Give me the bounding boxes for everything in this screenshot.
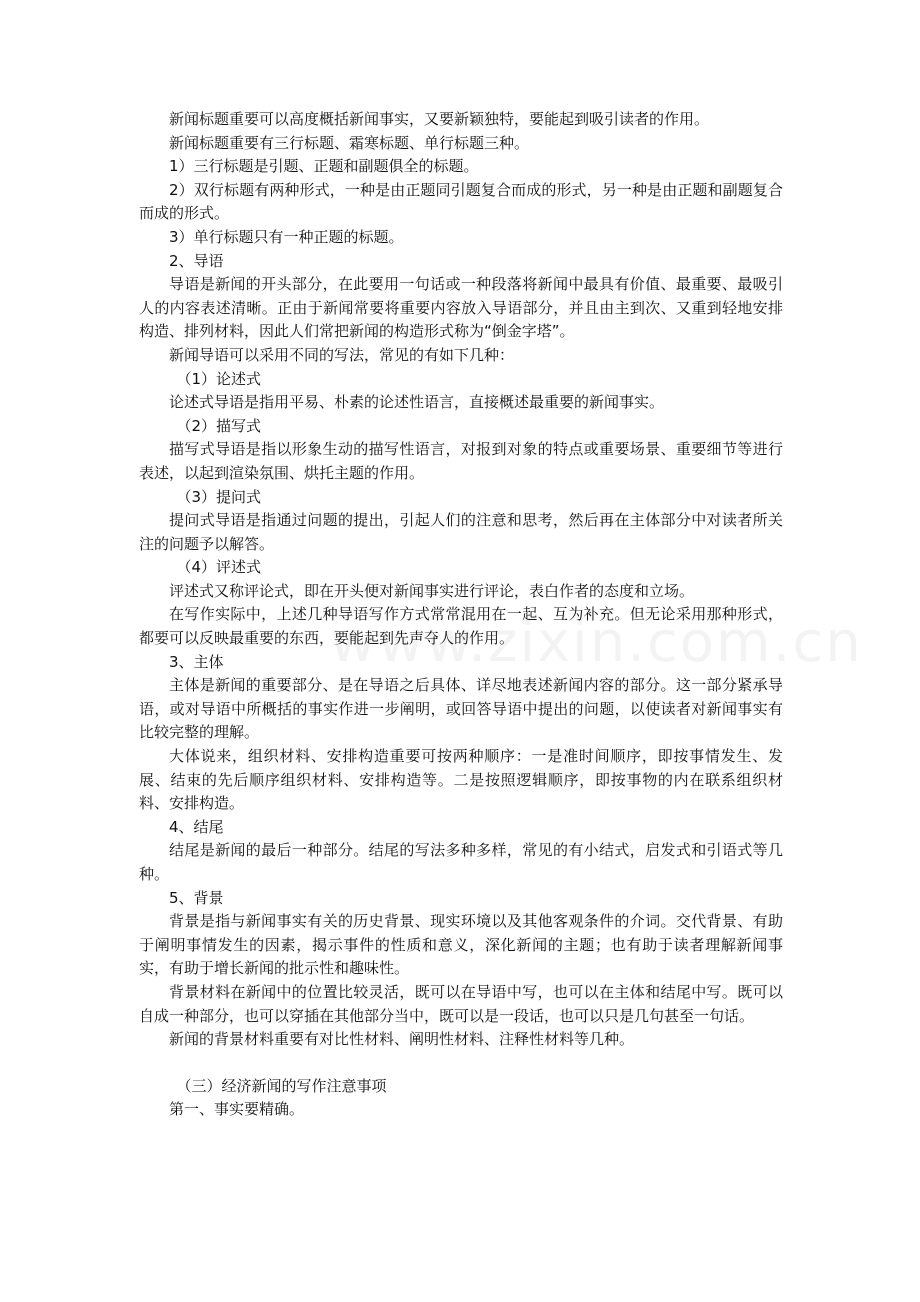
document-page <box>139 108 783 1122</box>
subheading: （3）提问式 <box>176 487 262 506</box>
paragraph: 导语是新闻的开头部分，在此要用一句话或一种段落将新闻中最具有价值、最重要、最吸引人的内容表述清晰。正由于新闻常要将重要内容放入导语部分，并且由主到次、又重到轻地安排构造、排列材料，因此人们常把新闻的构造形式称为“倒金字塔”。 <box>139 275 783 341</box>
paragraph: 主体是新闻的重要部分、是在导语之后具体、详尽地表述新闻内容的部分。这一部分紧承导语，或对导语中所概括的事实作进一步阐明，或回答导语中提出的问题，以使读者对新闻事实有比较完整的理解。 <box>139 676 783 742</box>
section-heading: 3、主体 <box>169 652 224 671</box>
paragraph: 1）三行标题是引题、正题和副题俱全的标题。 <box>169 157 479 176</box>
paragraph: 3）单行标题只有一种正题的标题。 <box>169 227 404 246</box>
paragraph: 新闻的背景材料重要有对比性材料、阐明性材料、注释性材料等几种。 <box>169 1030 635 1049</box>
subheading: （1）论述式 <box>176 369 262 388</box>
paragraph: 结尾是新闻的最后一种部分。结尾的写法多种多样，常见的有小结式，启发式和引语式等几种。 <box>139 841 783 883</box>
section-heading: 4、结尾 <box>169 817 224 836</box>
subheading: （2）描写式 <box>176 416 262 435</box>
paragraph: 新闻标题重要有三行标题、霜寒标题、单行标题三种。 <box>169 133 530 152</box>
blank-line <box>139 1052 783 1075</box>
paragraph: 第一、事实要精确。 <box>169 1100 305 1119</box>
paragraph: 新闻导语可以采用不同的写法，常见的有如下几种： <box>169 345 515 364</box>
paragraph: 2）双行标题有两种形式，一种是由正题同引题复合而成的形式，另一种是由正题和副题复合而成的形式。 <box>139 180 783 223</box>
paragraph: 评述式又称评论式，即在开头便对新闻事实进行评论，表白作者的态度和立场。 <box>169 581 695 600</box>
paragraph: 背景是指与新闻事实有关的历史背景、现实环境以及其他客观条件的介词。交代背景、有助于阐明事情发生的因素，揭示事件的性质和意义，深化新闻的主题；也有助于读者理解新闻事实，有助于增长新闻的批示性和趣味性。 <box>139 912 783 978</box>
section-heading: 5、背景 <box>169 888 224 907</box>
section-title: （三）经济新闻的写作注意事项 <box>176 1076 387 1095</box>
paragraph: 论述式导语是指用平易、朴素的论述性语言，直接概述最重要的新闻事实。 <box>169 393 665 412</box>
section-heading: 2、导语 <box>169 251 224 270</box>
paragraph: 提问式导语是指通过问题的提出，引起人们的注意和思考，然后再在主体部分中对读者所关注的问题予以解答。 <box>139 511 783 553</box>
paragraph: 描写式导语是指以形象生动的描写性语言，对报到对象的特点或重要场景、重要细节等进行表述，以起到渲染氛围、烘托主题的作用。 <box>139 440 783 482</box>
paragraph: 背景材料在新闻中的位置比较灵活，既可以在导语中写，也可以在主体和结尾中写。既可以自成一种部分，也可以穿插在其他部分当中，既可以是一段话，也可以只是几句甚至一句话。 <box>139 982 783 1025</box>
subheading: （4）评述式 <box>176 558 262 577</box>
paragraph: 新闻标题重要可以高度概括新闻事实，又要新颖独特，要能起到吸引读者的作用。 <box>169 110 710 128</box>
paragraph: 大体说来，组织材料、安排构造重要可按两种顺序：一是准时间顺序，即按事情发生、发展、结束的先后顺序组织材料、安排构造等。二是按照逻辑顺序，即按事物的内在联系组织材料、安排构造。 <box>139 747 783 813</box>
paragraph: 在写作实际中，上述几种导语写作方式常常混用在一起、互为补充。但无论采用那种形式，都要可以反映最重要的东西，要能起到先声夺人的作用。 <box>139 605 783 648</box>
